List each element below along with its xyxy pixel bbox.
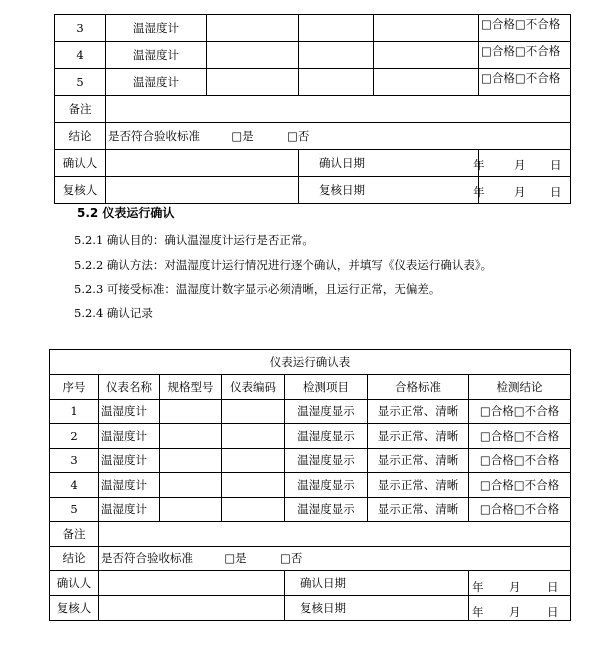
conclusion-label: 结论 xyxy=(55,123,106,150)
review-date-ymd xyxy=(547,604,559,620)
no-checkbox[interactable]: □否 xyxy=(287,129,310,143)
instrument-name: 温湿度计 xyxy=(99,424,160,449)
reviewer-label: 复核人 xyxy=(55,177,106,204)
cell[interactable] xyxy=(374,69,479,96)
day-label: 日 xyxy=(550,185,562,199)
instrument-name: 温湿度计 xyxy=(106,15,207,42)
row-number: 5 xyxy=(55,69,106,96)
reviewer-field[interactable] xyxy=(99,596,285,621)
year-label: 年 xyxy=(473,185,485,199)
paragraph-record: 5.2.4 确认记录 xyxy=(74,306,153,320)
day-label: 日 xyxy=(547,605,559,619)
table-row xyxy=(55,69,571,96)
remark-row xyxy=(55,96,571,123)
row-number: 2 xyxy=(50,424,99,449)
instrument-operation-table xyxy=(49,349,571,621)
confirmer-field[interactable] xyxy=(99,571,285,596)
conclusion-text: 是否符合验收标准 xyxy=(101,551,193,566)
header-row xyxy=(50,375,571,400)
table-row xyxy=(50,497,571,522)
cell[interactable] xyxy=(160,448,222,473)
confirm-date-cell xyxy=(299,150,479,177)
section-heading: 5.2 仪表运行确认 xyxy=(77,206,175,220)
year-label: 年 xyxy=(472,580,484,594)
row-number: 4 xyxy=(55,42,106,69)
instrument-name: 温湿度计 xyxy=(99,473,160,498)
test-item: 温湿度显示 xyxy=(285,473,368,498)
review-date-ymd xyxy=(509,604,521,620)
cell[interactable] xyxy=(299,42,374,69)
confirm-date-label: 确认日期 xyxy=(300,576,346,590)
test-item: 温湿度显示 xyxy=(285,448,368,473)
result-checkbox[interactable]: □合格□不合格 xyxy=(469,399,571,424)
remark-field[interactable] xyxy=(106,96,571,123)
instrument-name: 温湿度计 xyxy=(106,42,207,69)
column-header: 检测结论 xyxy=(469,375,571,400)
table-title: 仪表运行确认表 xyxy=(50,350,571,375)
year-label: 年 xyxy=(473,158,485,172)
confirm-date-label: 确认日期 xyxy=(319,156,365,170)
standard: 显示正常、清晰 xyxy=(368,497,469,522)
column-header: 仪表编码 xyxy=(222,375,285,400)
standard: 显示正常、清晰 xyxy=(368,473,469,498)
review-date-label: 复核日期 xyxy=(319,183,365,197)
remark-field[interactable] xyxy=(99,522,571,547)
cell[interactable] xyxy=(222,399,285,424)
instrument-name: 温湿度计 xyxy=(99,448,160,473)
confirmer-label: 确认人 xyxy=(50,571,99,596)
cell[interactable] xyxy=(207,69,299,96)
conclusion-row xyxy=(55,123,571,150)
paragraph-purpose: 5.2.1 确认目的：确认温湿度计运行是否正常。 xyxy=(74,233,314,247)
day-label: 日 xyxy=(547,580,559,594)
cell[interactable] xyxy=(160,424,222,449)
table-row xyxy=(50,424,571,449)
paragraph-method: 5.2.2 确认方法：对温湿度计运行情况进行逐个确认，并填写《仪表运行确认表》。 xyxy=(74,258,493,272)
table-row xyxy=(55,15,571,42)
cell[interactable] xyxy=(160,497,222,522)
review-date-label: 复核日期 xyxy=(300,601,346,615)
conclusion-label: 结论 xyxy=(50,546,99,571)
remark-label: 备注 xyxy=(55,96,106,123)
column-header: 检测项目 xyxy=(285,375,368,400)
acceptance-table-continued xyxy=(54,14,571,204)
cell[interactable] xyxy=(299,69,374,96)
confirm-date-ymd xyxy=(514,157,526,173)
result-checkbox[interactable]: □合格□不合格 xyxy=(479,15,571,42)
review-date-ymd xyxy=(514,184,526,200)
confirm-date-ymd xyxy=(509,579,521,595)
confirmer-field[interactable] xyxy=(106,150,299,177)
yes-checkbox[interactable]: □是 xyxy=(224,551,247,566)
cell[interactable] xyxy=(222,473,285,498)
year-label: 年 xyxy=(472,605,484,619)
column-header: 仪表名称 xyxy=(99,375,160,400)
result-checkbox[interactable]: □合格□不合格 xyxy=(469,497,571,522)
confirmer-row xyxy=(55,150,571,177)
confirm-date-ymd xyxy=(473,157,485,173)
paragraph-criteria: 5.2.3 可接受标准：温湿度计数字显示必须清晰，且运行正常，无偏差。 xyxy=(74,282,441,296)
review-date-ymd xyxy=(472,604,484,620)
instrument-name: 温湿度计 xyxy=(106,69,207,96)
reviewer-row xyxy=(55,177,571,204)
result-checkbox[interactable]: □合格□不合格 xyxy=(469,424,571,449)
review-date-ymd xyxy=(550,184,562,200)
cell[interactable] xyxy=(222,448,285,473)
reviewer-row xyxy=(50,596,571,621)
cell[interactable] xyxy=(222,497,285,522)
confirmer-row xyxy=(50,571,571,596)
review-date-cell xyxy=(285,596,469,621)
cell[interactable] xyxy=(222,424,285,449)
row-number: 5 xyxy=(50,497,99,522)
confirm-date-ymd xyxy=(547,579,559,595)
review-date-cell xyxy=(299,177,479,204)
cell[interactable] xyxy=(374,42,479,69)
confirm-date-cell xyxy=(285,571,469,596)
result-checkbox[interactable]: □合格□不合格 xyxy=(469,448,571,473)
table-row xyxy=(50,448,571,473)
cell[interactable] xyxy=(160,473,222,498)
confirm-date-ymd xyxy=(472,579,484,595)
column-header: 合格标准 xyxy=(368,375,469,400)
cell[interactable] xyxy=(374,15,479,42)
review-date-ymd xyxy=(473,184,485,200)
conclusion-field xyxy=(99,546,571,571)
month-label: 月 xyxy=(509,605,521,619)
cell[interactable] xyxy=(160,399,222,424)
reviewer-label: 复核人 xyxy=(50,596,99,621)
standard: 显示正常、清晰 xyxy=(368,448,469,473)
column-header: 序号 xyxy=(50,375,99,400)
month-label: 月 xyxy=(514,185,526,199)
result-checkbox[interactable]: □合格□不合格 xyxy=(479,42,571,69)
row-number: 3 xyxy=(50,448,99,473)
instrument-name: 温湿度计 xyxy=(99,399,160,424)
column-header: 规格型号 xyxy=(160,375,222,400)
confirm-date-ymd xyxy=(550,157,562,173)
row-number: 4 xyxy=(50,473,99,498)
reviewer-field[interactable] xyxy=(106,177,299,204)
conclusion-row xyxy=(50,546,571,571)
standard: 显示正常、清晰 xyxy=(368,424,469,449)
table-row xyxy=(55,42,571,69)
result-checkbox[interactable]: □合格□不合格 xyxy=(469,473,571,498)
result-checkbox[interactable]: □合格□不合格 xyxy=(479,69,571,96)
table-row xyxy=(50,473,571,498)
table-title-row xyxy=(50,350,571,375)
instrument-name: 温湿度计 xyxy=(99,497,160,522)
cell[interactable] xyxy=(207,42,299,69)
remark-label: 备注 xyxy=(50,522,99,547)
test-item: 温湿度显示 xyxy=(285,424,368,449)
table-row xyxy=(50,399,571,424)
day-label: 日 xyxy=(550,158,562,172)
yes-checkbox[interactable]: □是 xyxy=(231,129,254,143)
no-checkbox[interactable]: □否 xyxy=(280,551,303,566)
test-item: 温湿度显示 xyxy=(285,399,368,424)
month-label: 月 xyxy=(514,158,526,172)
conclusion-text: 是否符合验收标准 xyxy=(108,129,200,143)
conclusion-field xyxy=(106,123,571,150)
remark-row xyxy=(50,522,571,547)
standard: 显示正常、清晰 xyxy=(368,399,469,424)
test-item: 温湿度显示 xyxy=(285,497,368,522)
cell[interactable] xyxy=(299,15,374,42)
row-number: 1 xyxy=(50,399,99,424)
confirmer-label: 确认人 xyxy=(55,150,106,177)
row-number: 3 xyxy=(55,15,106,42)
cell[interactable] xyxy=(207,15,299,42)
month-label: 月 xyxy=(509,580,521,594)
